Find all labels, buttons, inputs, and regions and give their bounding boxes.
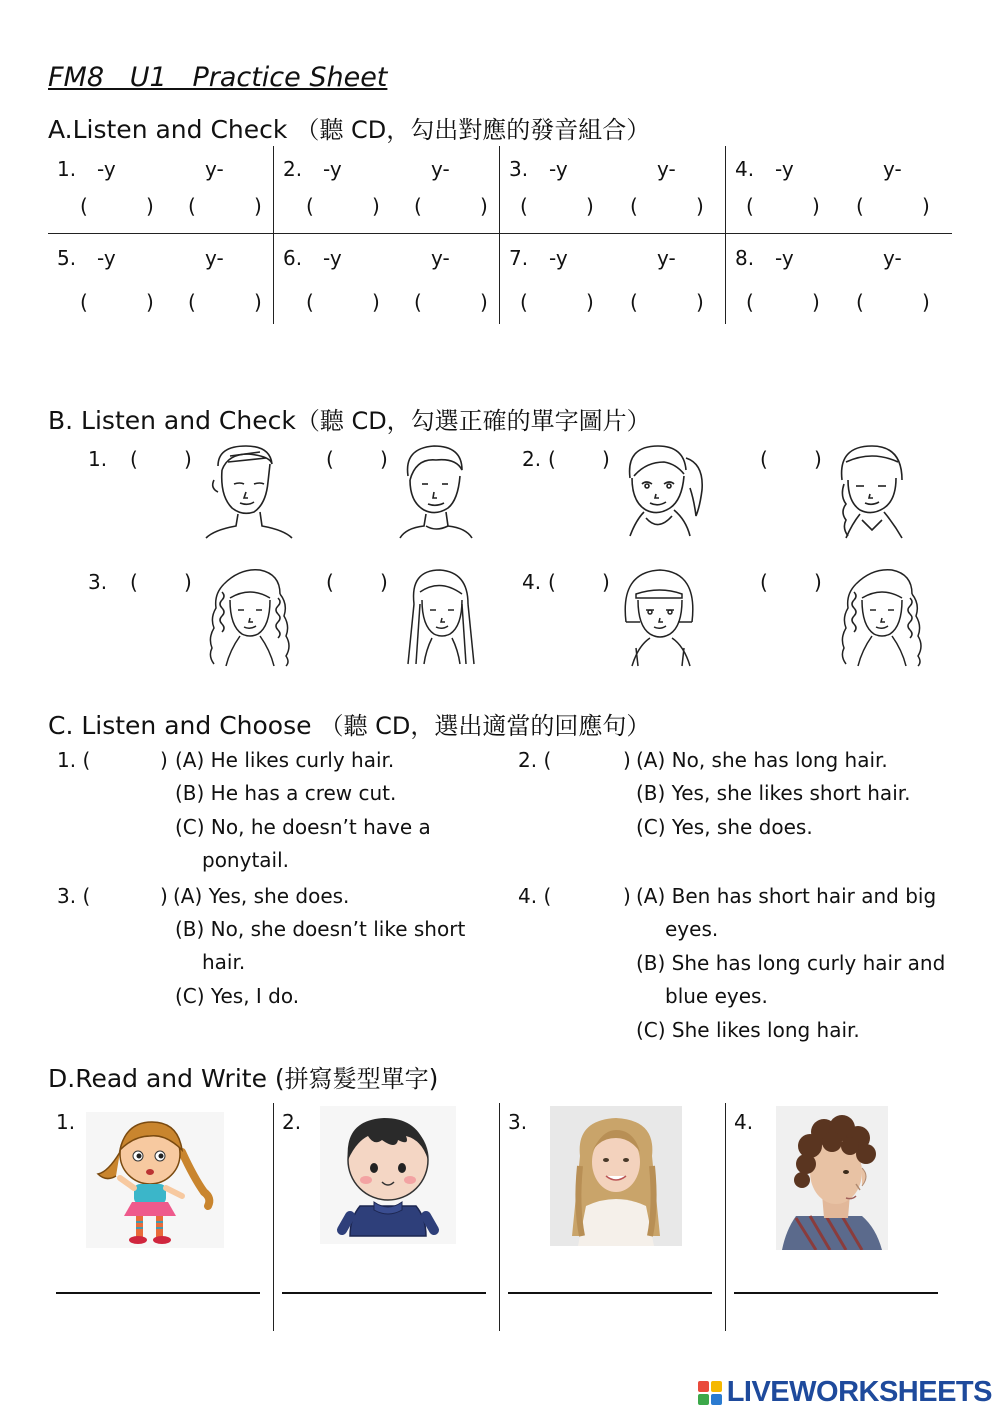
answer-paren-close: ) [696,290,704,314]
item-number: 8. [735,246,755,270]
option-c: (C) Yes, I do. [175,984,300,1008]
answer-paren-close: ) [160,748,168,772]
option-right: y- [431,246,450,270]
item-number: 1. [57,157,77,181]
option-right: y- [431,157,450,181]
grid-divider [273,146,274,324]
curly-hair-girl-icon[interactable] [832,564,932,668]
option-b-continued: blue eyes. [665,984,768,1008]
section-d-title-close: ) [428,1064,439,1093]
answer-paren-open[interactable]: ( [760,570,768,594]
option-left: -y [775,157,794,181]
item-number: 2. [282,1110,302,1134]
item-number: 4. [735,157,755,181]
answer-paren-open[interactable]: ( [414,194,422,218]
curly-hair-boy-photo-icon [776,1106,888,1250]
section-d-instruction: 拼寫髮型單字 [284,1065,429,1093]
answer-paren-close: ) [254,290,262,314]
answer-paren-open[interactable]: ( [306,290,314,314]
option-left: -y [775,246,794,270]
item-number: 2. [522,447,542,471]
section-c-instruction: （聽 CD，選出適當的回應句） [319,712,651,740]
answer-paren-open[interactable]: ( [630,194,638,218]
answer-paren-open[interactable]: ( [548,570,556,594]
answer-paren-open[interactable]: ( [188,194,196,218]
short-hair-boy-icon[interactable] [396,440,476,540]
liveworksheets-logo-icon [698,1381,722,1405]
answer-paren-open[interactable]: ( [548,447,556,471]
short-hair-boy-cartoon-icon [320,1106,456,1244]
option-b: (B) No, she doesn’t like short [175,917,466,941]
option-b: (B) Yes, she likes short hair. [636,781,911,805]
answer-paren-close: ) [480,194,488,218]
answer-paren-open[interactable]: ( [326,570,334,594]
answer-paren-close: ) [184,447,192,471]
liveworksheets-logo[interactable]: LIVEWORKSHEETS [726,1376,992,1408]
option-c: (C) Yes, she does. [636,815,813,839]
answer-paren-close: ) [814,447,822,471]
answer-paren-open[interactable]: ( [188,290,196,314]
option-left: -y [97,246,116,270]
answer-paren-close: ) [480,290,488,314]
long-straight-hair-girl-icon[interactable] [396,564,486,668]
section-b-heading [48,401,651,436]
question-number[interactable]: 1. ( [57,748,91,772]
answer-paren-open[interactable]: ( [520,290,528,314]
section-d-title: D.Read and Write ( [48,1064,285,1093]
curly-hair-girl-icon[interactable] [200,564,300,668]
page-title: FM8 U1 Practice Sheet [48,62,388,93]
option-left: -y [323,246,342,270]
answer-paren-close: ) [623,748,631,772]
answer-paren-open[interactable]: ( [630,290,638,314]
answer-paren-open[interactable]: ( [130,570,138,594]
answer-blank[interactable] [56,1292,260,1294]
answer-paren-close: ) [380,447,388,471]
item-number: 7. [509,246,529,270]
option-right: y- [883,246,902,270]
grid-divider [273,1103,274,1331]
braided-girl-cartoon-icon [86,1112,224,1248]
section-b-title: B. Listen and Check [48,406,296,435]
item-number: 1. [56,1110,76,1134]
answer-paren-close: ) [372,290,380,314]
option-b: (B) She has long curly hair and [636,951,946,975]
answer-paren-open[interactable]: ( [746,290,754,314]
option-a: (A) He likes curly hair. [175,748,395,772]
option-a-continued: eyes. [665,917,719,941]
section-a-title: A.Listen and Check [48,115,288,144]
section-b-instruction: （聽 CD，勾選正確的單字圖片） [295,407,651,435]
answer-paren-close: ) [160,884,168,908]
option-left: -y [97,157,116,181]
answer-paren-open[interactable]: ( [326,447,334,471]
answer-paren-close: ) [602,447,610,471]
answer-blank[interactable] [508,1292,712,1294]
answer-paren-open[interactable]: ( [80,290,88,314]
answer-paren-open[interactable]: ( [856,290,864,314]
section-d-heading [48,1059,438,1094]
item-number: 3. [508,1110,528,1134]
question-number[interactable]: 2. ( [518,748,552,772]
question-number[interactable]: 3. ( [57,884,91,908]
answer-paren-close: ) [586,290,594,314]
answer-paren-close: ) [922,194,930,218]
option-left: -y [549,157,568,181]
answer-paren-close: ) [814,570,822,594]
answer-paren-close: ) [586,194,594,218]
option-a: (A) Ben has short hair and big [636,884,937,908]
section-c-title: C. Listen and Choose [48,711,312,740]
answer-paren-close: ) [922,290,930,314]
option-a: (A) Yes, she does. [173,884,350,908]
option-right: y- [205,246,224,270]
option-right: y- [205,157,224,181]
answer-paren-open[interactable]: ( [856,194,864,218]
grid-divider [499,1103,500,1331]
grid-divider [499,146,500,324]
option-right: y- [883,157,902,181]
question-number[interactable]: 4. ( [518,884,552,908]
answer-paren-open[interactable]: ( [746,194,754,218]
braid-girl-icon[interactable] [832,440,912,540]
option-c-continued: ponytail. [202,848,290,872]
item-number: 2. [283,157,303,181]
answer-paren-close: ) [812,290,820,314]
option-c: (C) She likes long hair. [636,1018,860,1042]
long-hair-girl-photo-icon [550,1106,682,1246]
item-number: 4. [734,1110,754,1134]
answer-paren-close: ) [623,884,631,908]
short-bob-girl-icon[interactable] [616,564,706,668]
ponytail-girl-icon[interactable] [616,440,712,540]
item-number: 3. [509,157,529,181]
answer-paren-open[interactable]: ( [414,290,422,314]
section-a-heading [48,110,650,145]
answer-paren-close: ) [372,194,380,218]
item-number: 1. [88,447,108,471]
answer-paren-open[interactable]: ( [520,194,528,218]
answer-paren-close: ) [380,570,388,594]
answer-paren-close: ) [184,570,192,594]
answer-paren-open[interactable]: ( [130,447,138,471]
answer-blank[interactable] [282,1292,486,1294]
grid-divider [725,146,726,324]
option-right: y- [657,246,676,270]
option-b-continued: hair. [202,950,246,974]
answer-paren-open[interactable]: ( [80,194,88,218]
option-left: -y [323,157,342,181]
option-left: -y [549,246,568,270]
crew-cut-boy-icon[interactable] [200,440,296,540]
answer-paren-close: ) [254,194,262,218]
answer-paren-close: ) [602,570,610,594]
answer-paren-close: ) [812,194,820,218]
grid-divider [725,1103,726,1331]
item-number: 6. [283,246,303,270]
item-number: 3. [88,570,108,594]
section-c-heading [48,706,650,741]
answer-paren-close: ) [146,290,154,314]
item-number: 5. [57,246,77,270]
answer-paren-open[interactable]: ( [760,447,768,471]
option-right: y- [657,157,676,181]
option-b: (B) He has a crew cut. [175,781,397,805]
item-number: 4. [522,570,542,594]
answer-paren-close: ) [696,194,704,218]
option-a: (A) No, she has long hair. [636,748,888,772]
option-c: (C) No, he doesn’t have a [175,815,431,839]
answer-paren-close: ) [146,194,154,218]
section-a-instruction: （聽 CD，勾出對應的發音組合） [295,116,651,144]
answer-blank[interactable] [734,1292,938,1294]
grid-divider [48,233,952,234]
answer-paren-open[interactable]: ( [306,194,314,218]
